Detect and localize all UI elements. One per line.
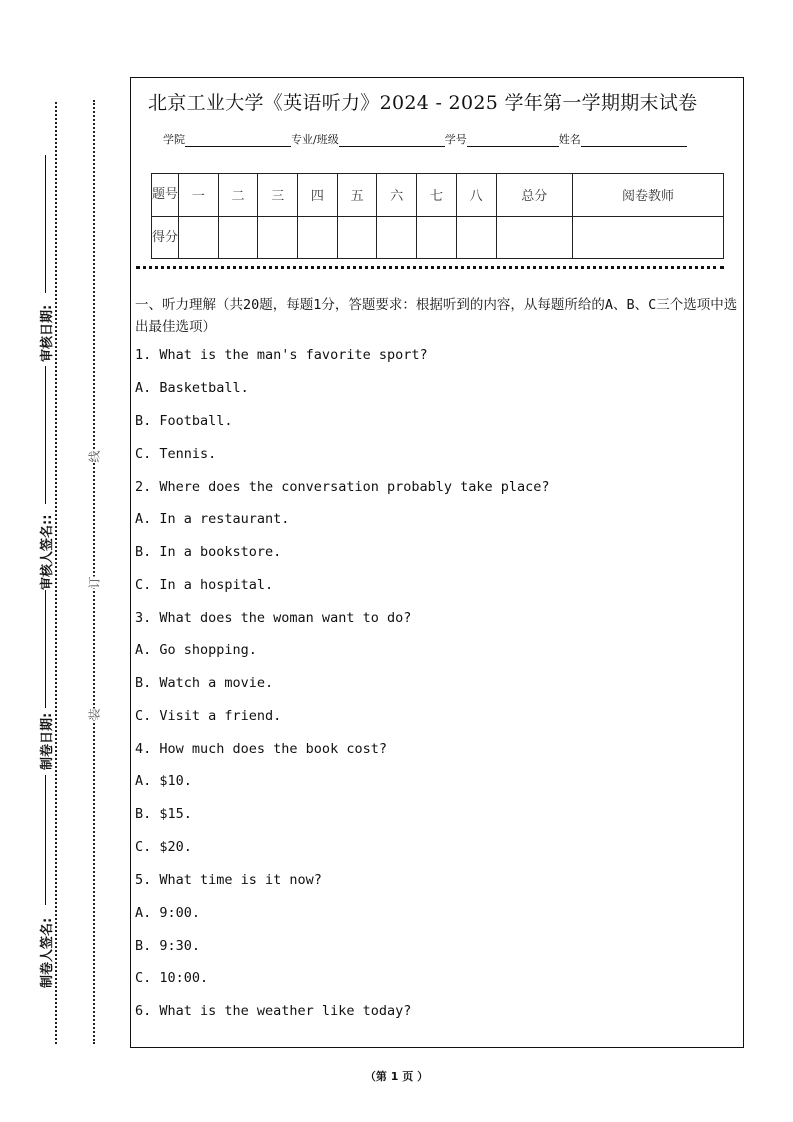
score-cell-total[interactable] <box>496 216 573 259</box>
score-cell[interactable] <box>218 216 258 259</box>
binding-mark-fasten: 装 <box>87 708 102 721</box>
option: A. 9:00. <box>135 905 201 921</box>
question-1: 1. What is the man's favorite sport? <box>135 347 428 363</box>
option: B. 9:30. <box>135 938 201 954</box>
option: C. In a hospital. <box>135 577 274 593</box>
score-cell[interactable] <box>298 216 338 259</box>
option: A. In a restaurant. <box>135 511 290 527</box>
question-number-label: 题号 <box>152 174 179 217</box>
col-6: 六 <box>377 174 417 217</box>
col-7: 七 <box>417 174 457 217</box>
score-label: 得分 <box>152 216 179 259</box>
student-id-field[interactable] <box>467 132 559 147</box>
option: B. $15. <box>135 806 192 822</box>
page-number: （第 1 页 ） <box>364 1070 429 1083</box>
signature-line <box>45 775 46 905</box>
option: C. Visit a friend. <box>135 708 282 724</box>
exam-title: 北京工业大学《英语听力》2024 - 2025 学年第一学期期末试卷 <box>148 92 698 114</box>
col-total: 总分 <box>496 174 573 217</box>
section-instructions: 一、听力理解（共20题，每题1分，答题要求：根据听到的内容，从每题所给的A、B、C三个选项中选出最佳选项） <box>135 297 738 335</box>
col-3: 三 <box>258 174 298 217</box>
option: C. 10:00. <box>135 970 209 986</box>
question-5: 5. What time is it now? <box>135 872 322 888</box>
option: B. Football. <box>135 413 233 429</box>
reviewer-signature-label: 审核人签名:: <box>40 514 55 590</box>
score-cell[interactable] <box>417 216 457 259</box>
option: B. In a bookstore. <box>135 544 282 560</box>
major-class-label: 专业/班级 <box>291 133 339 146</box>
score-cell[interactable] <box>337 216 377 259</box>
option: A. $10. <box>135 773 192 789</box>
option: C. Tennis. <box>135 446 217 462</box>
student-id-label: 学号 <box>444 133 467 146</box>
score-table <box>151 173 724 259</box>
col-8: 八 <box>456 174 496 217</box>
option: B. Watch a movie. <box>135 675 274 691</box>
signature-line <box>45 155 46 293</box>
review-date-label: 审核日期: <box>40 304 55 362</box>
score-cell[interactable] <box>258 216 298 259</box>
question-3: 3. What does the woman want to do? <box>135 610 412 626</box>
score-cell[interactable] <box>377 216 417 259</box>
score-cell[interactable] <box>456 216 496 259</box>
col-2: 二 <box>218 174 258 217</box>
score-table-score-row <box>152 216 724 259</box>
major-class-field[interactable] <box>339 132 445 147</box>
question-2: 2. Where does the conversation probably take place? <box>135 479 550 495</box>
option: A. Basketball. <box>135 380 249 396</box>
question-4: 4. How much does the book cost? <box>135 741 387 757</box>
col-1: 一 <box>179 174 219 217</box>
option: C. $20. <box>135 839 192 855</box>
col-grader: 阅卷教师 <box>573 174 724 217</box>
name-field[interactable] <box>581 132 687 147</box>
name-label: 姓名 <box>558 133 581 146</box>
prepare-date-label: 制卷日期: <box>40 712 55 770</box>
preparer-signature-label: 制卷人签名: <box>40 917 55 988</box>
score-table-header-row <box>152 174 724 217</box>
option: A. Go shopping. <box>135 642 257 658</box>
college-label: 学院 <box>163 133 185 146</box>
col-4: 四 <box>298 174 338 217</box>
binding-dotted-line-outer <box>55 102 57 1044</box>
score-cell[interactable] <box>179 216 219 259</box>
binding-mark-line: 线 <box>87 450 102 463</box>
college-field[interactable] <box>185 132 291 147</box>
binding-mark-bind: 订 <box>87 576 102 589</box>
score-cell-grader[interactable] <box>573 216 724 259</box>
signature-line <box>45 366 46 504</box>
section-divider <box>136 266 724 269</box>
question-6: 6. What is the weather like today? <box>135 1003 412 1019</box>
col-5: 五 <box>337 174 377 217</box>
student-info-row <box>163 131 687 147</box>
binding-dotted-line-inner <box>93 100 95 1044</box>
signature-line <box>45 590 46 708</box>
